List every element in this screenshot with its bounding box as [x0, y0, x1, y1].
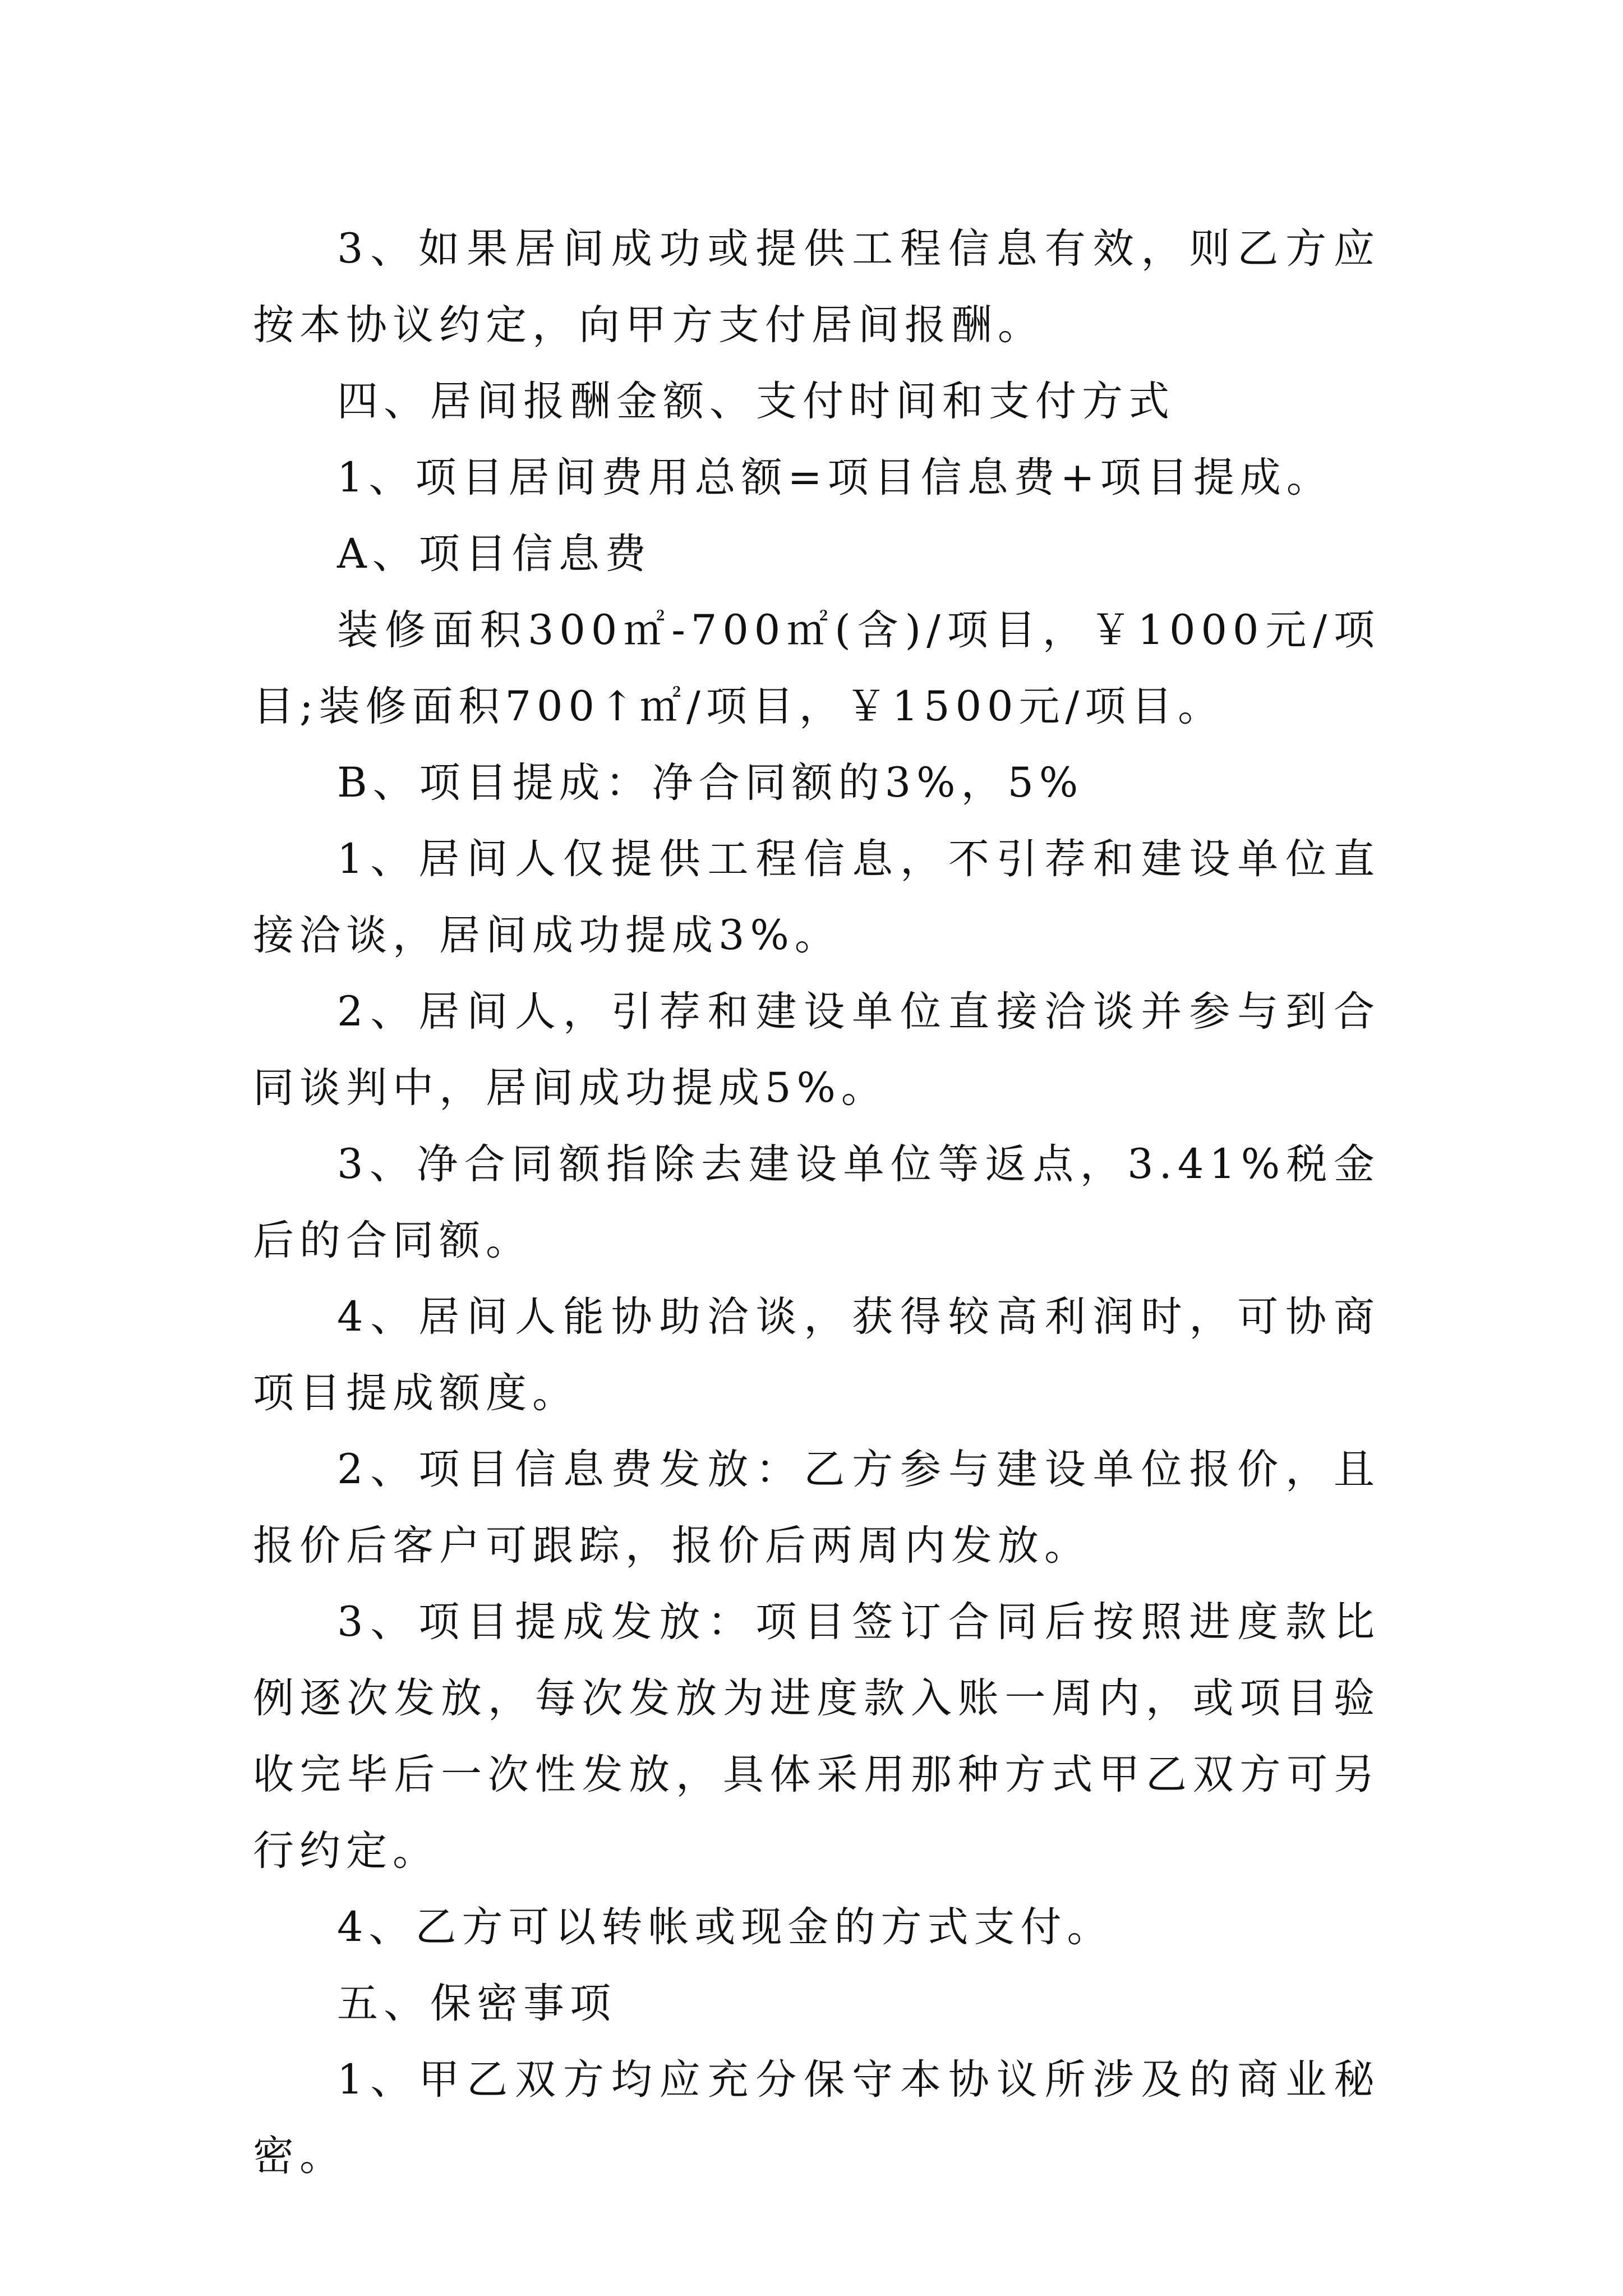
paragraph-clause-3-payment-obligation: 3、如果居间成功或提供工程信息有效，则乙方应按本协议约定，向甲方支付居间报酬。 [253, 225, 1380, 349]
subheading-b-commission: B、项目提成：净合同额的3%，5% [337, 759, 1084, 807]
paragraph-confidentiality-clause-1: 1、甲乙双方均应充分保守本协议所涉及的商业秘密。 [253, 2056, 1380, 2180]
paragraph-commission-payout: 3、项目提成发放：项目签订合同后按照进度款比例逐次发放，每次发放为进度款入账一周内，或项目验收完毕后一次性发放，具体采用那种方式甲乙双方可另行约定。 [253, 1598, 1380, 1875]
paragraph-info-fee-payout: 2、项目信息费发放：乙方参与建设单位报价，且报价后客户可跟踪，报价后两周内发放。 [253, 1446, 1380, 1570]
section-heading-4-compensation: 四、居间报酬金额、支付时间和支付方式 [337, 378, 1175, 425]
paragraph-negotiable-commission: 4、居间人能协助洽谈，获得较高利润时，可协商项目提成额度。 [253, 1293, 1380, 1417]
paragraph-total-fee-formula: 1、项目居间费用总额=项目信息费+项目提成。 [337, 454, 1333, 501]
paragraph-net-contract-definition: 3、净合同额指除去建设单位等返点，3.41%税金后的合同额。 [253, 1140, 1380, 1264]
paragraph-commission-3-percent: 1、居间人仅提供工程信息，不引荐和建设单位直接洽谈，居间成功提成3%。 [253, 835, 1380, 959]
paragraph-info-fee-rates: 装修面积300㎡-700㎡(含)/项目，￥1000元/项目;装修面积700↑㎡/项目，￥1500元/项目。 [253, 606, 1380, 730]
document-body [253, 211, 1380, 2194]
paragraph-payment-method: 4、乙方可以转帐或现金的方式支付。 [337, 1903, 1114, 1951]
subheading-a-info-fee: A、项目信息费 [337, 530, 652, 578]
paragraph-commission-5-percent: 2、居间人，引荐和建设单位直接洽谈并参与到合同谈判中，居间成功提成5%。 [253, 988, 1380, 1112]
section-heading-5-confidentiality: 五、保密事项 [337, 1980, 616, 2027]
